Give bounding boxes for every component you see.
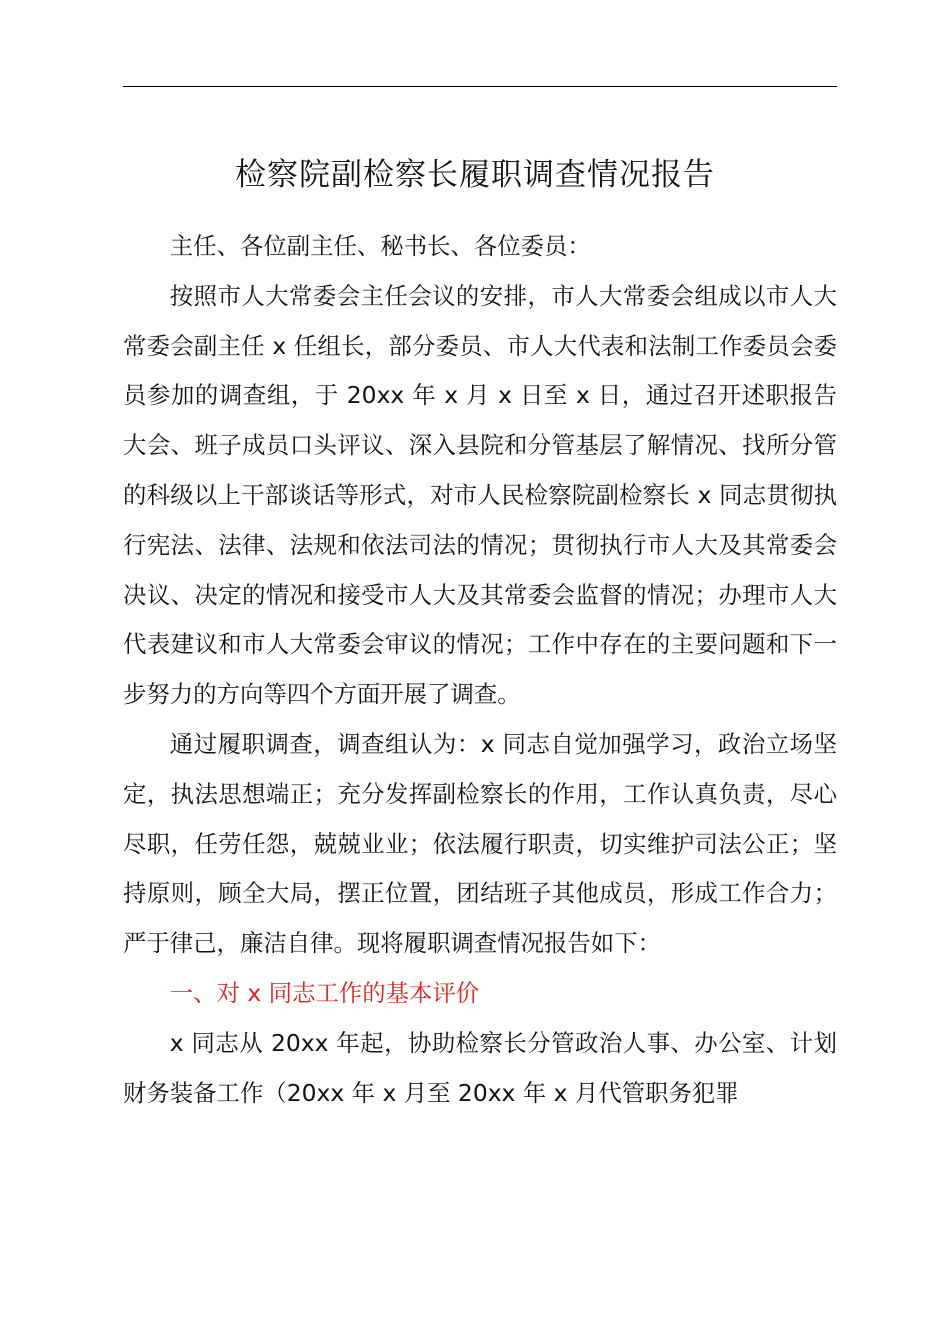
paragraph-investigation-conclusion: 通过履职调查，调查组认为：x 同志自觉加强学习，政治立场坚定，执法思想端正；充分发挥副检察长的作用，工作认真负责，尽心尽职，任劳任怨，兢兢业业；依法履行职责，切实维护司法公正；坚持原则，顾全大局，摆正位置，团结班子其他成员，形成工作合力；严于律己，廉洁自律。现将履职调查情况报告如下： [123, 729, 837, 958]
paragraph-duties-overview: x 同志从 20xx 年起，协助检察长分管政治人事、办公室、计划财务装备工作（20xx 年 x 月至 20xx 年 x 月代管职务犯罪 [123, 1028, 837, 1107]
paragraph-investigation-arrangement: 按照市人大常委会主任会议的安排，市人大常委会组成以市人大常委会副主任 x 任组长，部分委员、市人大代表和法制工作委员会委员参加的调查组，于 20xx 年 x 月 x 日至 x 日，通过召开述职报告大会、班子成员口头评议、深入县院和分管基层了解情况、找所分管的科级以上干部谈话等形式，对市人民检察院副检察长 x 同志贯彻执行宪法、法律、法规和依法司法的情况；贯彻执行市人大及其常委会决议、决定的情况和接受市人大及其常委会监督的情况；办理市人大代表建议和市人大常委会审议的情况；工作中存在的主要问题和下一步努力的方向等四个方面开展了调查。 [123, 281, 837, 709]
salutation: 主任、各位副主任、秘书长、各位委员： [169, 232, 591, 260]
document-title: 检察院副检察长履职调查情况报告 [235, 157, 715, 193]
section-heading-basic-evaluation: 一、对 x 同志工作的基本评价 [169, 978, 480, 1007]
header-rule [123, 86, 837, 87]
document-body [123, 222, 837, 1118]
